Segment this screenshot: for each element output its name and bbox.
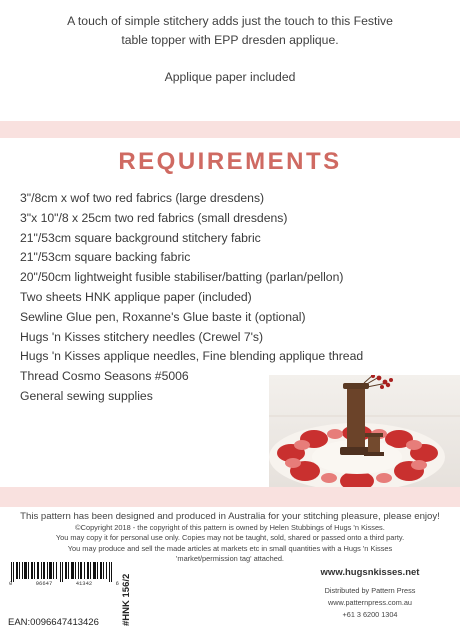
list-item: 20"/50cm lightweight fusible stabiliser/batting (parlan/pellon) — [20, 270, 344, 285]
footer-line: 'market/permission tag' attached. — [176, 553, 284, 563]
table-topper-photo — [269, 375, 460, 487]
list-item: Hugs 'n Kisses applique needles, Fine blending applique thread — [20, 349, 364, 364]
list-item: Thread Cosmo Seasons #5006 — [20, 369, 189, 384]
divider-band — [0, 121, 460, 138]
intro-line: A touch of simple stitchery adds just the touch to this Festive — [67, 14, 393, 28]
barcode — [8, 562, 118, 622]
list-item: Two sheets HNK applique paper (included) — [20, 289, 252, 304]
barcode-bars — [8, 562, 118, 582]
list-item: 21"/53cm square backing fabric — [20, 250, 191, 265]
copyright-notice — [0, 510, 460, 564]
list-item: General sewing supplies — [20, 388, 153, 403]
footer-line: You may copy it for personal use only. Copies may not be taught, sold, shared or passed onto a third party. — [55, 533, 405, 543]
list-item: 21"/53cm square background stitchery fabric — [20, 230, 261, 245]
footer-line: This pattern has been designed and produced in Australia for your stitching pleasure, please enjoy! — [20, 511, 440, 522]
website-link[interactable]: www.hugsnkisses.net — [320, 567, 420, 578]
publisher-info — [300, 566, 440, 621]
intro-line: table topper with EPP dresden applique. — [121, 33, 339, 47]
product-code: #HNK 156/2 — [121, 573, 132, 626]
applique-note: Applique paper included — [164, 70, 296, 84]
ean-code: EAN:0096647413426 — [8, 617, 99, 628]
barcode-digit: 41342 — [75, 580, 93, 587]
footer-line: You may produce and sell the made articles at markets etc in small quantities with a Hugs 'n Kisses — [67, 543, 393, 553]
list-item: 3"/8cm x wof two red fabrics (large dresdens) — [20, 191, 265, 205]
distributor-text: Distributed by Pattern Press — [324, 586, 416, 595]
requirements-title: REQUIREMENTS — [118, 148, 342, 175]
intro-text — [0, 12, 460, 87]
list-item: Hugs 'n Kisses stitchery needles (Crewel 7's) — [20, 329, 264, 344]
divider-band — [0, 487, 460, 507]
barcode-digit: 96647 — [35, 580, 53, 587]
footer-line: ©Copyright 2018 - the copyright of this pattern is owned by Helen Stubbings of Hugs 'n Kisses. — [75, 523, 385, 532]
barcode-digits — [9, 580, 119, 587]
barcode-digit: 0 — [9, 580, 13, 587]
distributor-website[interactable]: www.patternpress.com.au — [328, 598, 412, 607]
barcode-digit: 6 — [115, 580, 119, 587]
list-item: Sewline Glue pen, Roxanne's Glue baste it (optional) — [20, 309, 306, 324]
list-item: 3"x 10"/8 x 25cm two red fabrics (small dresdens) — [20, 210, 288, 225]
phone-number: +61 3 6200 1304 — [342, 610, 398, 619]
